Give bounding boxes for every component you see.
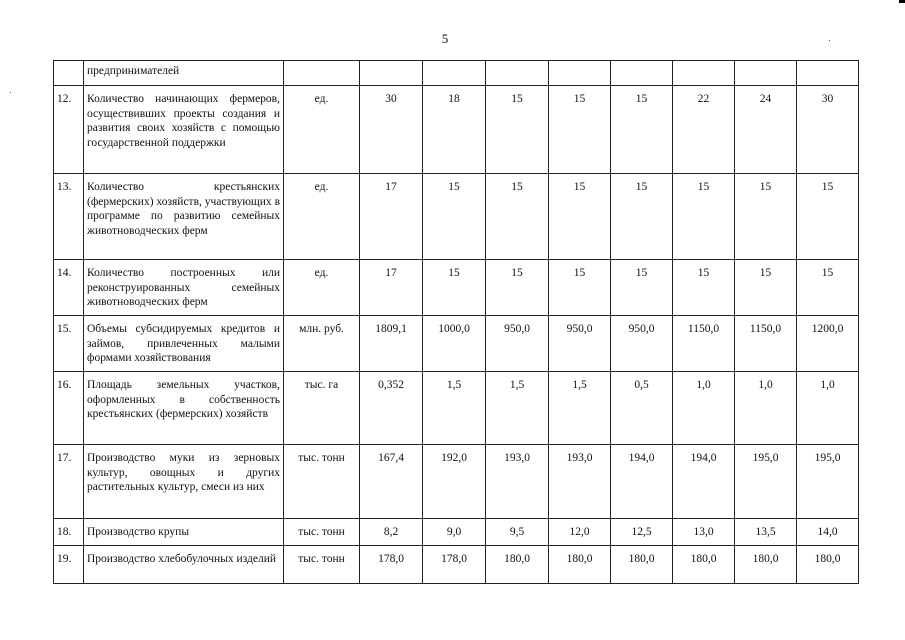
value-cell: 180,0 xyxy=(673,546,735,584)
table-row xyxy=(54,372,859,445)
value-cell xyxy=(673,61,735,86)
value-cell: 22 xyxy=(673,86,735,174)
table-row xyxy=(54,546,859,584)
value-cell: 1,0 xyxy=(797,372,859,445)
value-cell: 15 xyxy=(611,260,673,316)
value-cell: 180,0 xyxy=(611,546,673,584)
value-cell: 193,0 xyxy=(486,445,549,519)
value-cell: 15 xyxy=(735,174,797,260)
row-description: предпринимателей xyxy=(84,61,284,86)
value-cell: 950,0 xyxy=(611,316,673,372)
row-unit xyxy=(284,61,360,86)
table-row xyxy=(54,316,859,372)
row-unit: тыс. га xyxy=(284,372,360,445)
value-cell xyxy=(549,61,611,86)
value-cell: 178,0 xyxy=(360,546,423,584)
row-unit: ед. xyxy=(284,86,360,174)
value-cell: 15 xyxy=(486,86,549,174)
table-row xyxy=(54,174,859,260)
value-cell: 17 xyxy=(360,260,423,316)
value-cell xyxy=(360,61,423,86)
table-row xyxy=(54,86,859,174)
value-cell xyxy=(735,61,797,86)
value-cell: 0,352 xyxy=(360,372,423,445)
value-cell: 15 xyxy=(611,86,673,174)
value-cell: 12,5 xyxy=(611,519,673,546)
value-cell: 180,0 xyxy=(549,546,611,584)
row-unit: ед. xyxy=(284,260,360,316)
value-cell: 192,0 xyxy=(423,445,486,519)
value-cell: 950,0 xyxy=(549,316,611,372)
value-cell: 180,0 xyxy=(486,546,549,584)
scan-speck xyxy=(10,92,11,93)
page-number: 5 xyxy=(441,31,449,46)
value-cell: 15 xyxy=(611,174,673,260)
value-cell: 15 xyxy=(423,174,486,260)
value-cell: 12,0 xyxy=(549,519,611,546)
row-number: 16. xyxy=(54,372,84,445)
row-description: Производство хлебобулочных изделий xyxy=(84,546,284,584)
value-cell: 1,5 xyxy=(549,372,611,445)
value-cell: 18 xyxy=(423,86,486,174)
row-unit: ед. xyxy=(284,174,360,260)
row-number: 14. xyxy=(54,260,84,316)
value-cell: 1809,1 xyxy=(360,316,423,372)
value-cell: 15 xyxy=(549,260,611,316)
value-cell: 0,5 xyxy=(611,372,673,445)
value-cell: 17 xyxy=(360,174,423,260)
row-number: 17. xyxy=(54,445,84,519)
table-body xyxy=(54,61,859,584)
row-description: Количество начинающих фермеров, осуществивших проекты создания и развития своих хозяйств с помощью государственной поддержки xyxy=(84,86,284,174)
value-cell: 15 xyxy=(797,174,859,260)
table-row xyxy=(54,519,859,546)
value-cell: 1,5 xyxy=(423,372,486,445)
value-cell: 1,5 xyxy=(486,372,549,445)
value-cell: 193,0 xyxy=(549,445,611,519)
value-cell: 1150,0 xyxy=(735,316,797,372)
value-cell xyxy=(486,61,549,86)
row-description: Количество крестьянских (фермерских) хозяйств, участвующих в программе по развитию семейных животноводческих ферм xyxy=(84,174,284,260)
row-description: Площадь земельных участков, оформленных в собственность крестьянских (фермерских) хозяйств xyxy=(84,372,284,445)
row-unit: млн. руб. xyxy=(284,316,360,372)
row-number-cell xyxy=(54,61,84,86)
value-cell: 1150,0 xyxy=(673,316,735,372)
value-cell: 15 xyxy=(549,86,611,174)
value-cell: 15 xyxy=(735,260,797,316)
value-cell: 1200,0 xyxy=(797,316,859,372)
row-unit: тыс. тонн xyxy=(284,546,360,584)
value-cell: 194,0 xyxy=(673,445,735,519)
value-cell: 178,0 xyxy=(423,546,486,584)
row-number: 18. xyxy=(54,519,84,546)
value-cell: 167,4 xyxy=(360,445,423,519)
value-cell: 15 xyxy=(486,174,549,260)
value-cell: 1000,0 xyxy=(423,316,486,372)
value-cell: 15 xyxy=(797,260,859,316)
value-cell: 15 xyxy=(423,260,486,316)
row-number: 19. xyxy=(54,546,84,584)
value-cell: 195,0 xyxy=(735,445,797,519)
value-cell: 13,0 xyxy=(673,519,735,546)
row-description: Производство крупы xyxy=(84,519,284,546)
row-unit: тыс. тонн xyxy=(284,519,360,546)
value-cell: 9,5 xyxy=(486,519,549,546)
value-cell: 15 xyxy=(673,260,735,316)
value-cell: 8,2 xyxy=(360,519,423,546)
value-cell: 195,0 xyxy=(797,445,859,519)
value-cell: 194,0 xyxy=(611,445,673,519)
value-cell: 15 xyxy=(486,260,549,316)
value-cell: 30 xyxy=(797,86,859,174)
table-row-continuation xyxy=(54,61,859,86)
row-description: Количество построенных или реконструированных семейных животноводческих ферм xyxy=(84,260,284,316)
value-cell: 1,0 xyxy=(673,372,735,445)
value-cell: 180,0 xyxy=(735,546,797,584)
value-cell: 24 xyxy=(735,86,797,174)
value-cell: 9,0 xyxy=(423,519,486,546)
row-number: 13. xyxy=(54,174,84,260)
row-unit: тыс. тонн xyxy=(284,445,360,519)
row-number: 15. xyxy=(54,316,84,372)
table-row xyxy=(54,260,859,316)
value-cell: 950,0 xyxy=(486,316,549,372)
value-cell: 30 xyxy=(360,86,423,174)
indicators-table xyxy=(53,60,859,584)
value-cell: 13,5 xyxy=(735,519,797,546)
value-cell xyxy=(423,61,486,86)
value-cell: 14,0 xyxy=(797,519,859,546)
value-cell: 15 xyxy=(549,174,611,260)
row-description: Производство муки из зерновых культур, овощных и других растительных культур, смеси из них xyxy=(84,445,284,519)
value-cell: 15 xyxy=(673,174,735,260)
row-number: 12. xyxy=(54,86,84,174)
table-row xyxy=(54,445,859,519)
scan-edge-mark xyxy=(899,0,905,3)
value-cell xyxy=(611,61,673,86)
value-cell: 180,0 xyxy=(797,546,859,584)
row-description: Объемы субсидируемых кредитов и займов, привлеченных малыми формами хозяйствования xyxy=(84,316,284,372)
value-cell: 1,0 xyxy=(735,372,797,445)
value-cell xyxy=(797,61,859,86)
